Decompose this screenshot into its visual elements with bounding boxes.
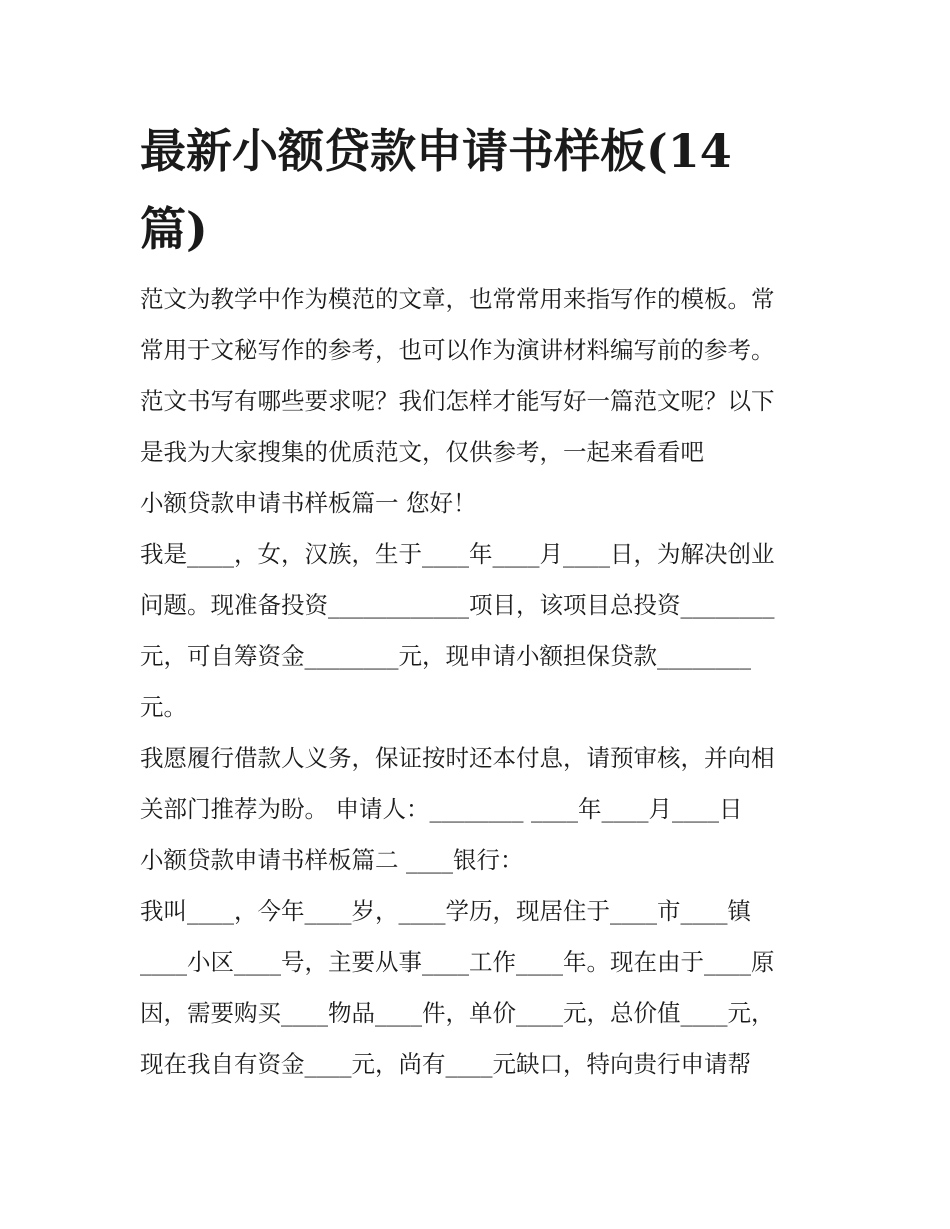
body-line-2: 常用于文秘写作的参考，也可以作为演讲材料编写前的参考。 — [140, 336, 775, 364]
title-line-1: 最新小额贷款申请书样板(14 — [140, 124, 732, 178]
section-heading-2: 小额贷款申请书样板篇二 ____银行： — [140, 846, 524, 874]
body-line-6: 我是____，女，汉族，生于____年____月____日，为解决创业 — [140, 540, 775, 568]
body-line-13: 我叫____，今年____岁，____学历，现居住于____市____镇 — [140, 897, 751, 925]
body-line-15: 因，需要购买____物品____件，单价____元，总价值____元， — [140, 999, 775, 1027]
body-line-4: 是我为大家搜集的优质范文，仅供参考，一起来看看吧 — [140, 438, 704, 466]
document-body — [140, 274, 820, 1090]
section-heading-1: 小额贷款申请书样板篇一 您好！ — [140, 489, 477, 517]
body-line-16: 现在我自有资金____元，尚有____元缺口，特向贵行申请帮 — [140, 1050, 751, 1078]
body-line-8: 元，可自筹资金________元，现申请小额担保贷款________ — [140, 642, 751, 670]
body-line-11: 关部门推荐为盼。 申请人：________ ____年____月____日 — [140, 795, 743, 823]
body-line-10: 我愿履行借款人义务，保证按时还本付息，请预审核，并向相 — [140, 744, 775, 772]
body-line-14: ____小区____号，主要从事____工作____年。现在由于____原 — [140, 948, 775, 976]
title-line-2: 篇) — [140, 202, 208, 256]
body-line-3: 范文书写有哪些要求呢？我们怎样才能写好一篇范文呢？以下 — [140, 387, 775, 415]
body-line-7: 问题。现准备投资____________项目，该项目总投资________ — [140, 591, 775, 619]
document-title — [140, 112, 820, 268]
body-line-9: 元。 — [140, 693, 187, 721]
body-line-1: 范文为教学中作为模范的文章，也常常用来指写作的模板。常 — [140, 285, 775, 313]
